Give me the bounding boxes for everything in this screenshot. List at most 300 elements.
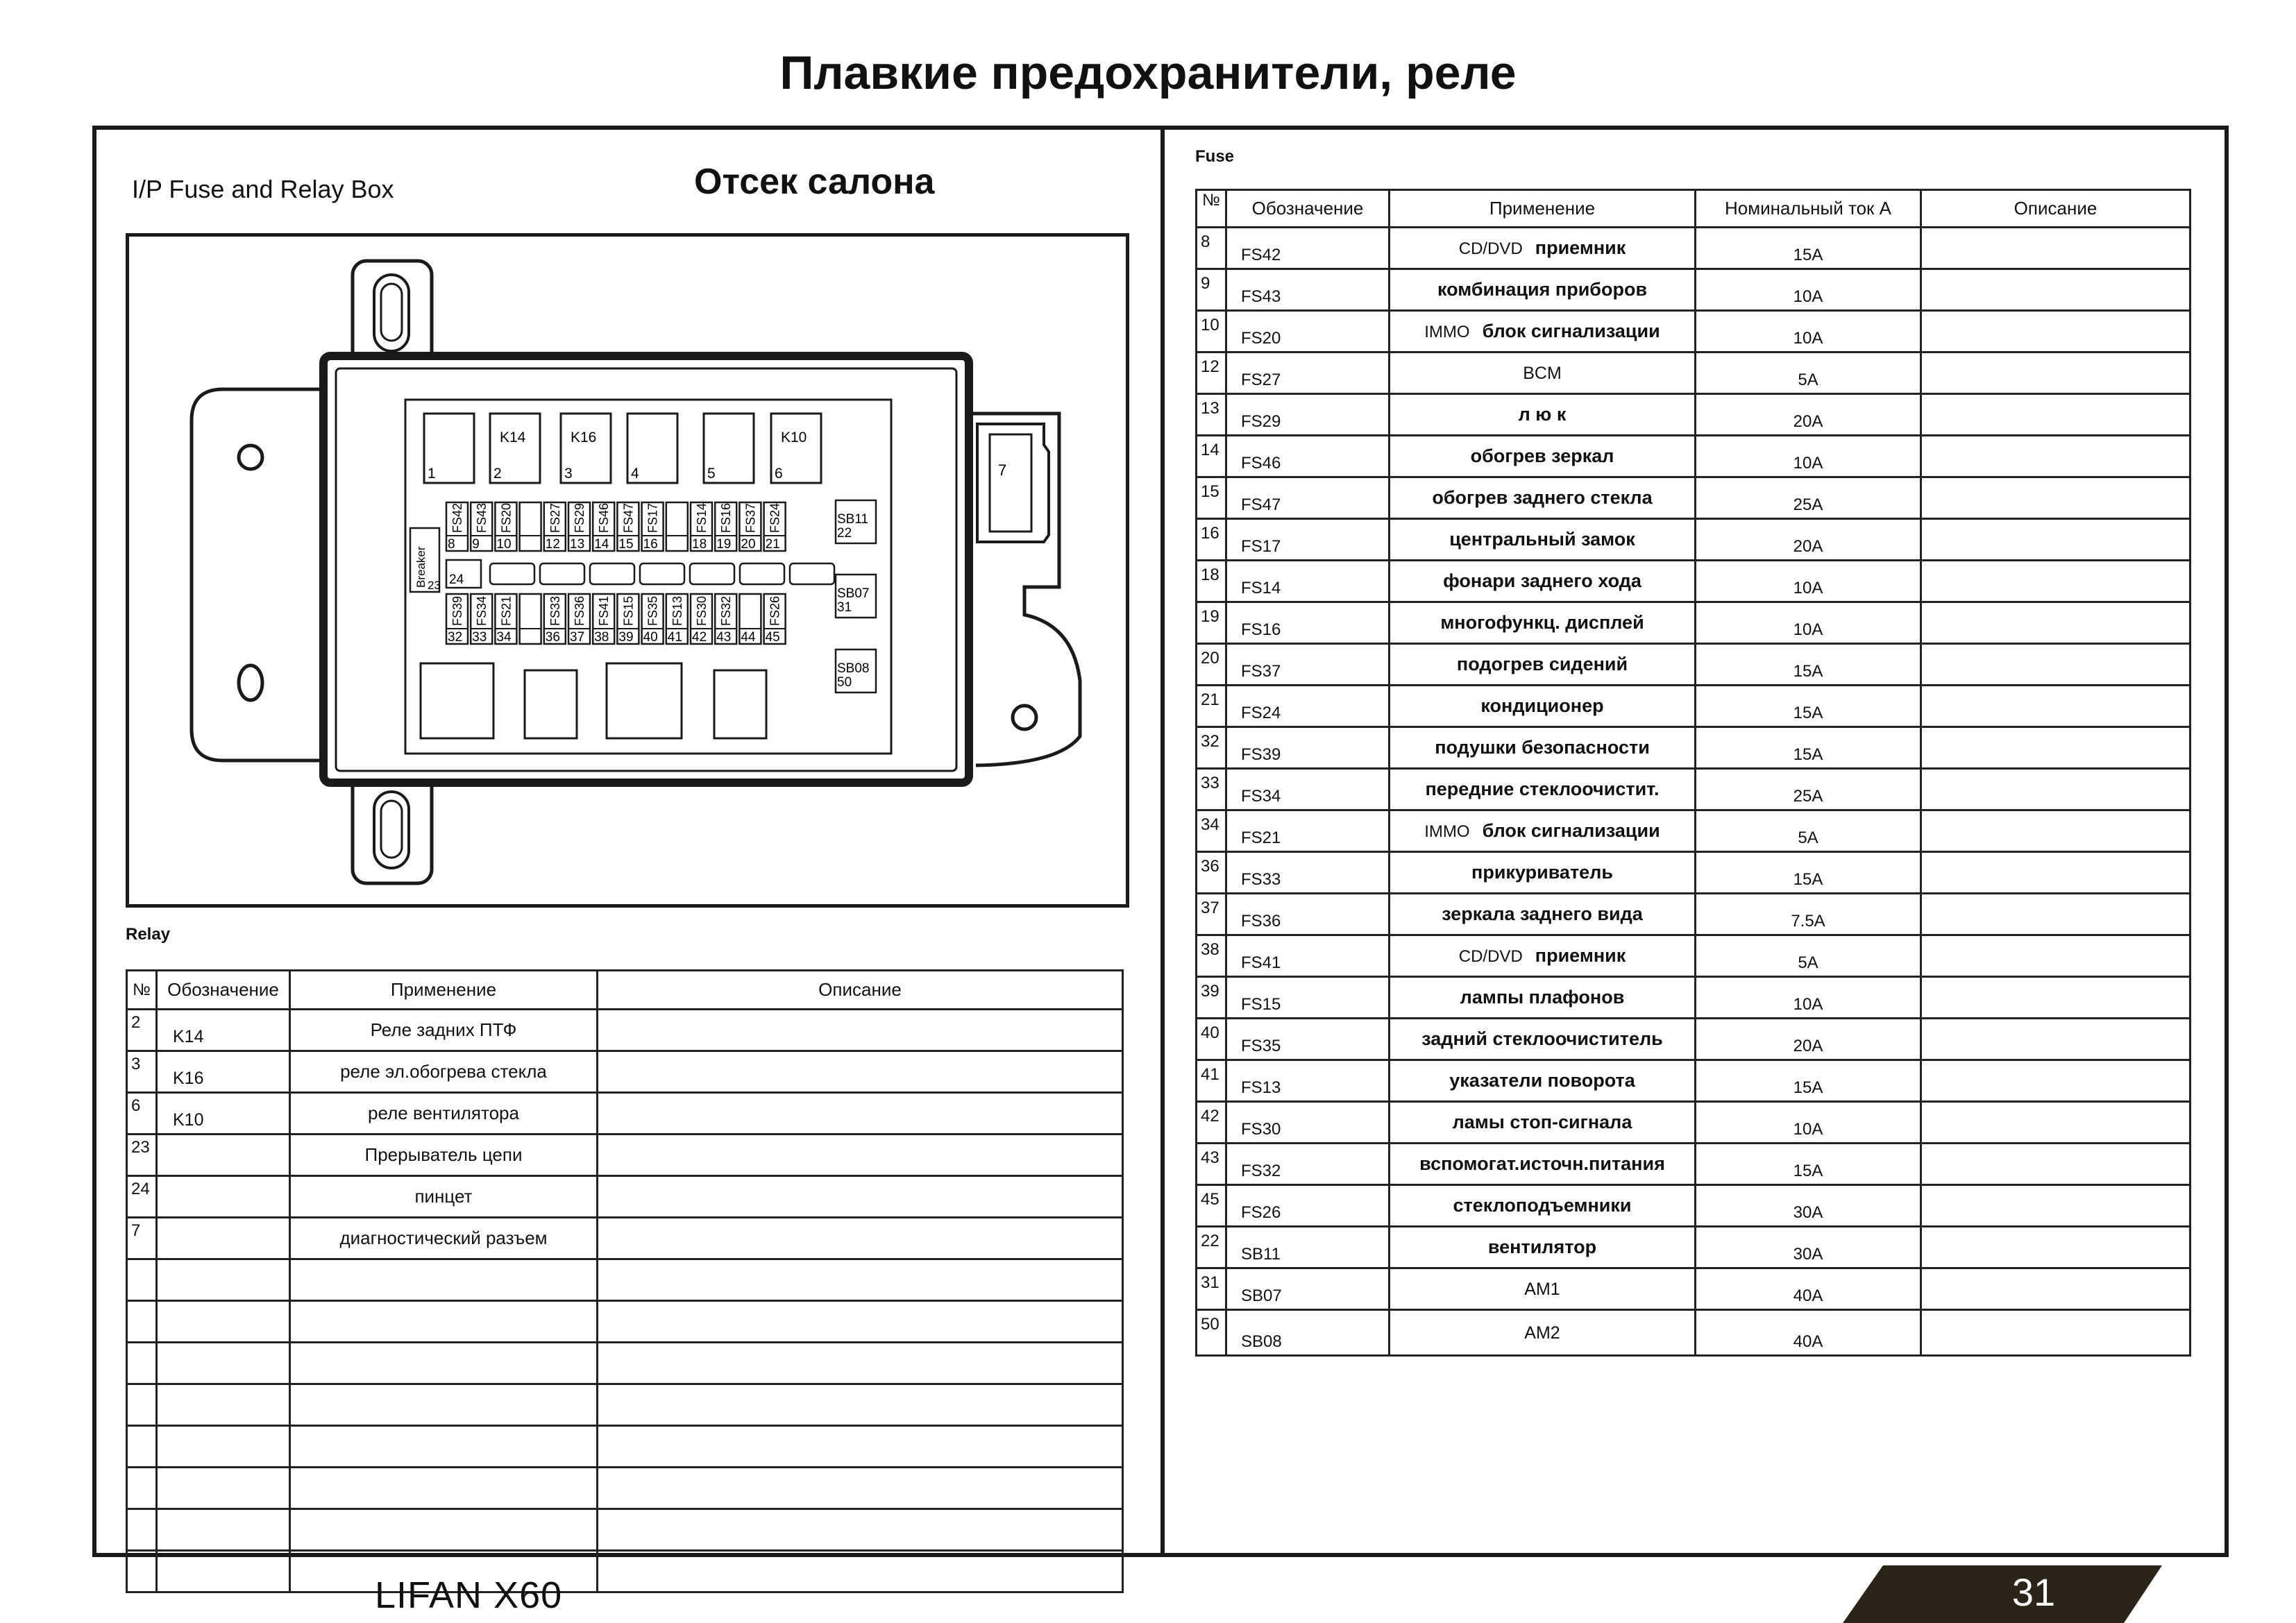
relay-row-code [157,1343,290,1384]
mount-hole-icon [239,665,262,700]
relay-row-num [127,1551,157,1592]
fuse-row-current: 15A [1696,228,1921,269]
relay-row-desc [598,1468,1123,1509]
relay-slot-num: 4 [631,466,639,482]
fuse-row-app-text: стеклоподъемники [1453,1195,1632,1216]
table-row [1197,269,2191,311]
fuse-row-app-prefix: IMMO [1424,323,1470,341]
fuse-row-num: 31 [1197,1268,1226,1310]
fuse-row-current: 15A [1696,852,1921,894]
fuse-slot-code: FS15 [621,595,636,626]
fuse-slot-num: 9 [472,537,480,552]
fuse-row-current: 7.5A [1696,894,1921,935]
fuse-slot-num: 37 [570,630,585,645]
fuse-row-desc [1921,686,2191,727]
fuse-row-num: 43 [1197,1144,1226,1185]
relay-row-num [127,1384,157,1426]
fuse-row-num: 19 [1197,602,1226,644]
fuse-row-desc [1921,436,2191,477]
table-row [127,1468,1123,1509]
relay-table-header [127,971,1123,1010]
sb-fuse-num: 50 [837,675,852,690]
fuse-row-code: SB07 [1226,1268,1390,1310]
fuse-row-app-text: комбинация приборов [1437,279,1648,300]
fuse-row-desc [1921,977,2191,1019]
fuse-row-code: FS27 [1226,352,1390,394]
fuse-row-desc [1921,935,2191,977]
sb-fuse-num: 22 [837,526,852,541]
fuse-row-app [1390,394,1696,436]
relay-slot-num: 5 [707,466,716,482]
fuse-slot-code: FS30 [695,595,709,626]
fuse-row-app-text: приемник [1535,945,1626,966]
relay-row-desc [598,1301,1123,1343]
pin-num: 24 [449,572,464,587]
table-row [1197,352,2191,394]
table-row [127,1384,1123,1426]
table-row [1197,935,2191,977]
fuse-row-desc [1921,810,2191,852]
fuse-row-app [1390,894,1696,935]
table-row [127,1301,1123,1343]
fuse-row-current: 30A [1696,1227,1921,1268]
table-row [1197,1185,2191,1227]
sb-fuse-code: SB08 [837,661,870,676]
relay-slot-label: K16 [571,430,597,445]
table-row [1197,977,2191,1019]
fuse-row-code: FS15 [1226,977,1390,1019]
header-current: Номинальный ток А [1696,190,1921,228]
fuse-row-app-text: AM2 [1524,1323,1560,1343]
fuse-row-app [1390,228,1696,269]
brand-label: LIFAN X60 [375,1574,563,1616]
fuse-row-current: 5A [1696,352,1921,394]
fuse-row-code: SB08 [1226,1310,1390,1356]
relay-row-num [127,1468,157,1509]
table-row [1197,1227,2191,1268]
fuse-row-current: 20A [1696,394,1921,436]
table-row [1197,894,2191,935]
relay-row-app: реле вентилятора [290,1093,598,1135]
fuse-row-num: 37 [1197,894,1226,935]
fuse-row-current: 10A [1696,561,1921,602]
relay-row-code [157,1135,290,1176]
fuse-row-current: 15A [1696,1060,1921,1102]
relay-row-num [127,1426,157,1468]
fuse-row-app [1390,1310,1696,1356]
table-row [1197,311,2191,352]
fuse-row-desc [1921,269,2191,311]
fuse-row-num: 10 [1197,311,1226,352]
fuse-slot-code: FS21 [499,595,514,626]
sb-fuse-num: 31 [837,600,852,615]
header-desc: Описание [1921,190,2191,228]
fuse-row-current: 20A [1696,519,1921,561]
heading-ru: Отсек салона [694,162,935,202]
fuse-row-app [1390,1268,1696,1310]
page-title: Плавкие предохранители, реле [779,46,1517,99]
fuse-slot-num: 13 [570,537,585,552]
relay-row-app [290,1509,598,1551]
relay-row-app [290,1384,598,1426]
relay-row-num: 2 [127,1010,157,1051]
relay-row-code [157,1218,290,1259]
table-row [1197,519,2191,561]
fuse-slot-code: FS46 [597,502,611,533]
column-divider [1160,126,1165,1557]
fuse-slot-code: FS42 [450,502,464,533]
fuse-box-drawing [129,237,1126,904]
relay-row-app: Прерыватель цепи [290,1135,598,1176]
fuse-row-code: FS43 [1226,269,1390,311]
fuse-row-code: FS35 [1226,1019,1390,1060]
relay-row-num: 6 [127,1093,157,1135]
fuse-row-code: FS47 [1226,477,1390,519]
fuse-row-app [1390,1227,1696,1268]
table-row [1197,1102,2191,1144]
relay-row-num: 3 [127,1051,157,1093]
fuse-row-app [1390,519,1696,561]
fuse-slot-code: FS16 [719,502,734,533]
fuse-row-num: 33 [1197,769,1226,810]
fuse-row-app [1390,977,1696,1019]
relay-row-num [127,1301,157,1343]
fuse-slot-num: 19 [716,537,732,552]
relay-row-num [127,1343,157,1384]
fuse-slot-num: 12 [545,537,560,552]
fuse-row-code: FS16 [1226,602,1390,644]
fuse-table-header [1197,190,2191,228]
fuse-row-desc [1921,644,2191,686]
fuse-label: Fuse [1195,147,1235,166]
fuse-row-app-text: вспомогат.источн.питания [1419,1153,1665,1174]
fuse-table [1195,189,2191,1357]
fuse-slot-num: 43 [716,630,732,645]
fuse-row-desc [1921,1144,2191,1185]
fuse-slot-code: FS13 [670,595,684,626]
fuse-row-num: 18 [1197,561,1226,602]
fuse-row-desc [1921,519,2191,561]
fuse-row-app-prefix: IMMO [1424,822,1470,841]
fuse-row-num: 22 [1197,1227,1226,1268]
fuse-row-app-text: блок сигнализации [1482,820,1660,841]
relay-row-app [290,1426,598,1468]
fuse-slot-code: FS29 [573,502,586,533]
table-row [127,1426,1123,1468]
relay-row-desc [598,1551,1123,1592]
relay-row-desc [598,1135,1123,1176]
fuse-slot-code: FS41 [597,595,611,626]
fuse-row-app [1390,561,1696,602]
header-desc: Описание [598,971,1123,1010]
table-row [1197,686,2191,727]
table-row [1197,1268,2191,1310]
fuse-slot-code: FS34 [475,595,489,626]
fuse-row-desc [1921,477,2191,519]
relay-row-code [157,1259,290,1301]
fuse-row-code: FS17 [1226,519,1390,561]
fuse-row-app [1390,269,1696,311]
relay-row-desc [598,1176,1123,1218]
fuse-slot-code: FS33 [548,595,562,626]
fuse-row-desc [1921,1310,2191,1356]
fuse-row-code: FS26 [1226,1185,1390,1227]
fuse-slot-num: 16 [643,537,658,552]
relay-slot-label: K10 [781,430,807,445]
fuse-row-num: 45 [1197,1185,1226,1227]
fuse-row-current: 40A [1696,1268,1921,1310]
page-number: 31 [2011,1570,2056,1614]
relay-row-num: 23 [127,1135,157,1176]
fuse-row-app [1390,1060,1696,1102]
header-num: № [1197,190,1226,228]
fuse-slot-num: 8 [448,537,455,552]
relay-table [126,969,1124,1593]
fuse-row-app-text: задний стеклоочиститель [1421,1028,1663,1049]
relay-row-desc [598,1259,1123,1301]
relay-row-num: 24 [127,1176,157,1218]
fuse-row-num: 32 [1197,727,1226,769]
table-row [1197,228,2191,269]
fuse-row-num: 40 [1197,1019,1226,1060]
fuse-row-current: 15A [1696,1144,1921,1185]
fuse-row-code: FS39 [1226,727,1390,769]
relay-row-app: Реле задних ПТФ [290,1010,598,1051]
fuse-row-current: 15A [1696,686,1921,727]
fuse-row-num: 16 [1197,519,1226,561]
relay-slot-num: 6 [775,466,783,482]
fuse-row-num: 38 [1197,935,1226,977]
fuse-row-desc [1921,727,2191,769]
fuse-row-desc [1921,352,2191,394]
fuse-row-current: 10A [1696,977,1921,1019]
fuse-row-app-text: BCM [1523,364,1562,383]
table-row [127,1343,1123,1384]
fuse-row-code: FS37 [1226,644,1390,686]
mount-hole-icon [1013,706,1036,729]
fuse-row-code: FS42 [1226,228,1390,269]
relay-row-desc [598,1051,1123,1093]
fuse-row-code: FS20 [1226,311,1390,352]
fuse-row-app-text: фонари заднего хода [1443,570,1641,591]
fuse-row-num: 21 [1197,686,1226,727]
fuse-slot-num: 15 [618,537,634,552]
fuse-row-app-text: блок сигнализации [1482,321,1660,341]
fuse-row-app [1390,311,1696,352]
fuse-row-app [1390,1019,1696,1060]
fuse-row-app-text: ламы стоп-сигнала [1452,1112,1632,1132]
fuse-row-num: 39 [1197,977,1226,1019]
table-row [1197,602,2191,644]
table-row [1197,1144,2191,1185]
relay-row-code: K16 [157,1051,290,1093]
fuse-slot-num: 38 [594,630,609,645]
fuse-row-code: FS33 [1226,852,1390,894]
fuse-slot-num: 39 [618,630,634,645]
fuse-row-code: SB11 [1226,1227,1390,1268]
connector-num: 7 [998,461,1007,479]
heading-en: I/P Fuse and Relay Box [132,175,394,203]
fuse-row-app-text: многофункц. дисплей [1440,612,1644,633]
fuse-row-app-prefix: CD/DVD [1458,947,1523,966]
fuse-slot-num: 40 [643,630,658,645]
fuse-slot-num: 36 [545,630,560,645]
relay-slot-num: 2 [493,466,502,482]
fuse-row-current: 15A [1696,644,1921,686]
fuse-row-code: FS14 [1226,561,1390,602]
relay-row-app: пинцет [290,1176,598,1218]
fuse-box-diagram [126,233,1129,908]
fuse-row-app [1390,769,1696,810]
fuse-row-app-text: AM1 [1524,1280,1560,1299]
fuse-row-num: 36 [1197,852,1226,894]
relay-row-code [157,1468,290,1509]
fuse-row-current: 25A [1696,477,1921,519]
relay-row-app [290,1301,598,1343]
table-row [1197,1019,2191,1060]
table-row [127,1135,1123,1176]
fuse-row-current: 25A [1696,769,1921,810]
fuse-row-app [1390,727,1696,769]
sb-fuse-code: SB07 [837,586,870,601]
table-row [127,1551,1123,1592]
header-app: Применение [1390,190,1696,228]
fuse-row-num: 50 [1197,1310,1226,1356]
fuse-row-app [1390,436,1696,477]
table-row [1197,810,2191,852]
fuse-row-desc [1921,852,2191,894]
table-row [1197,436,2191,477]
header-code: Обозначение [157,971,290,1010]
relay-row-code [157,1509,290,1551]
fuse-slot-num: 45 [765,630,780,645]
diagnostic-connector [977,424,1049,542]
fuse-slot-code: FS17 [645,502,660,533]
fuse-slot-code: FS47 [621,502,636,533]
fuse-row-code: FS29 [1226,394,1390,436]
fuse-row-app-text: центральный замок [1449,529,1635,550]
fuse-row-num: 34 [1197,810,1226,852]
table-row [127,1010,1123,1051]
fuse-slot-num: 41 [667,630,682,645]
fuse-row-current: 10A [1696,269,1921,311]
table-row [127,1176,1123,1218]
fuse-row-app-prefix: CD/DVD [1458,239,1523,258]
table-row [1197,394,2191,436]
fuse-row-desc [1921,1227,2191,1268]
table-row [127,1259,1123,1301]
relay-slot-num: 3 [564,466,573,482]
fuse-slot-code: FS35 [645,595,660,626]
fuse-row-app [1390,1102,1696,1144]
table-row [1197,477,2191,519]
fuse-row-code: FS24 [1226,686,1390,727]
fuse-row-app-text: лампы плафонов [1460,987,1625,1008]
fuse-slot-code: FS27 [548,502,562,533]
fuse-row-code: FS32 [1226,1144,1390,1185]
fuse-row-current: 10A [1696,1102,1921,1144]
relay-slot-label: K14 [500,430,526,445]
fuse-row-app [1390,1144,1696,1185]
relay-row-app [290,1343,598,1384]
fuse-row-current: 40A [1696,1310,1921,1356]
fuse-slot-code: FS24 [768,502,782,533]
fuse-row-num: 15 [1197,477,1226,519]
fuse-row-current: 10A [1696,436,1921,477]
fuse-slot-num: 10 [496,537,512,552]
table-row [1197,644,2191,686]
fuse-row-app-text: указатели поворота [1449,1070,1635,1091]
fuse-row-current: 5A [1696,935,1921,977]
fuse-slot-code: FS43 [475,502,489,533]
fuse-slot-code: FS20 [499,502,514,533]
fuse-row-app-text: обогрев заднего стекла [1432,487,1653,508]
relay-row-code [157,1301,290,1343]
fuse-row-desc [1921,228,2191,269]
relay-row-app: реле эл.обогрева стекла [290,1051,598,1093]
fuse-row-app [1390,352,1696,394]
fuse-row-app [1390,1185,1696,1227]
table-row [127,1093,1123,1135]
fuse-row-app-text: прикуриватель [1471,862,1613,883]
fuse-row-app-text: вентилятор [1487,1237,1597,1257]
sb-fuse-code: SB11 [837,512,869,527]
table-row [127,1218,1123,1259]
relay-row-app [290,1259,598,1301]
fuse-row-app-text: подогрев сидений [1456,654,1628,674]
fuse-row-desc [1921,1102,2191,1144]
fuse-slot-num: 33 [472,630,487,645]
relay-row-app [290,1468,598,1509]
breaker-label: Breaker [414,546,428,588]
fuse-row-app-text: обогрев зеркал [1470,445,1614,466]
fuse-row-num: 14 [1197,436,1226,477]
fuse-row-code: FS41 [1226,935,1390,977]
header-code: Обозначение [1226,190,1390,228]
table-row [1197,1310,2191,1356]
fuse-row-app-text: л ю к [1518,404,1567,425]
fuse-row-code: FS30 [1226,1102,1390,1144]
header-app: Применение [290,971,598,1010]
fuse-row-num: 20 [1197,644,1226,686]
table-row [1197,769,2191,810]
fuse-row-desc [1921,561,2191,602]
table-row [1197,727,2191,769]
fuse-row-app-text: передние стеклоочистит. [1425,779,1660,799]
fuse-row-current: 10A [1696,602,1921,644]
fuse-row-app [1390,852,1696,894]
fuse-slot-code: FS26 [768,595,782,626]
fuse-panel [405,400,891,754]
relay-row-app: диагностический разъем [290,1218,598,1259]
fuse-slot-num: 34 [496,630,512,645]
relay-row-num [127,1509,157,1551]
relay-row-desc [598,1384,1123,1426]
breaker-num: 23 [428,579,441,592]
fuse-slot-code: FS14 [695,502,709,533]
table-row [1197,852,2191,894]
fuse-row-app [1390,644,1696,686]
fuse-row-code: FS21 [1226,810,1390,852]
mount-hole-icon [239,445,262,469]
fuse-slot-code: FS37 [743,502,758,533]
relay-slot-num: 1 [428,466,436,482]
relay-row-num: 7 [127,1218,157,1259]
relay-row-code [157,1551,290,1592]
fuse-row-desc [1921,1268,2191,1310]
fuse-slot-num: 42 [692,630,707,645]
fuse-row-desc [1921,1060,2191,1102]
